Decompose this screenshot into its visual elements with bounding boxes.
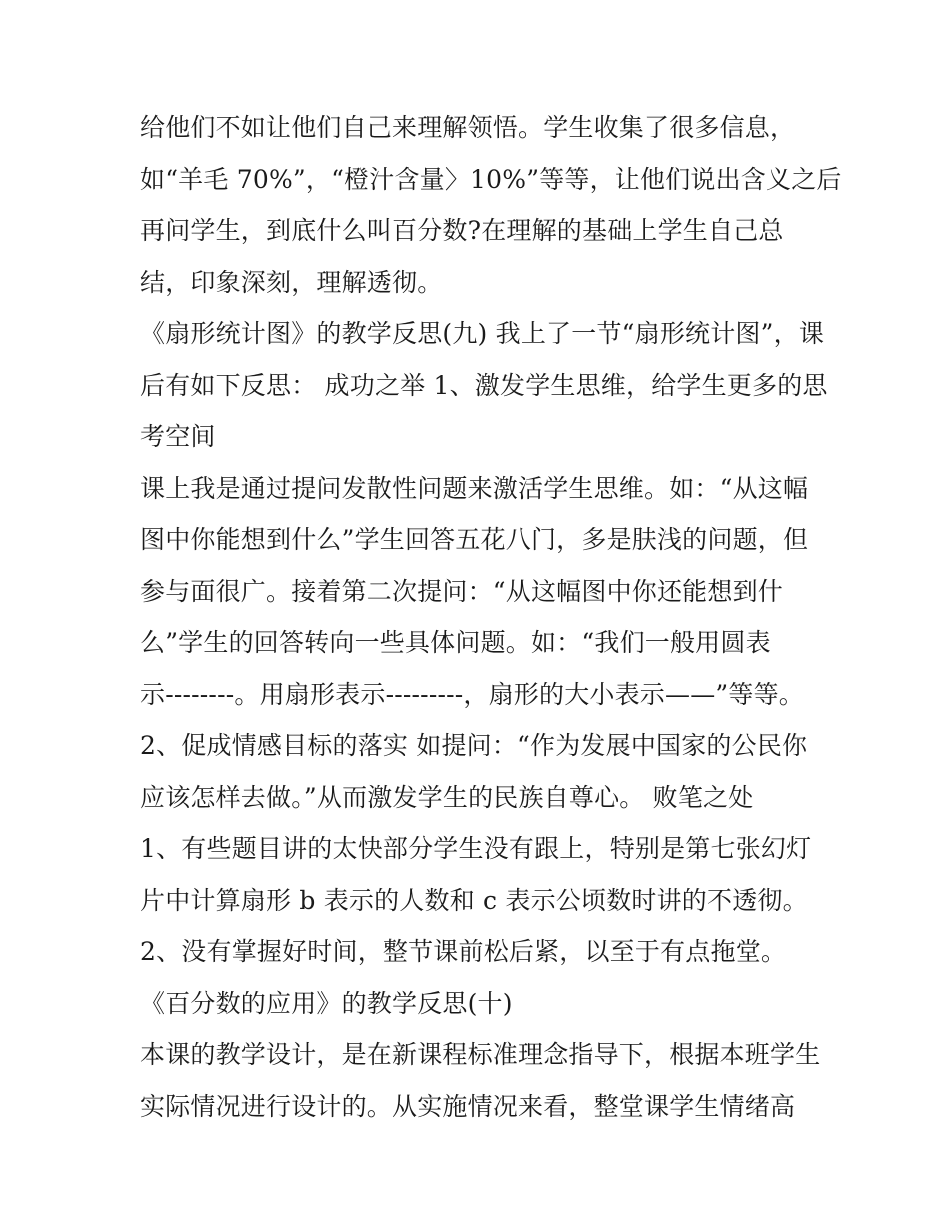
- text-line: 示--------。用扇形表示---------，扇形的大小表示——”等等。: [140, 679, 804, 709]
- text-line: 参与面很广。接着第二次提问：“从这幅图中你还能想到什: [140, 576, 783, 606]
- text-line: 实际情况进行设计的。从实施情况来看，整堂课学生情绪高: [140, 1091, 796, 1121]
- section-heading-line: 《扇形统计图》的教学反思(九) 我上了一节“扇形统计图”，课: [140, 319, 825, 348]
- text-line: 如“羊毛 70%”，“橙汁含量〉10%”等等，让他们说出含义之后: [140, 164, 842, 194]
- text-line: 片中计算扇形 b 表示的人数和 c 表示公顷数时讲的不透彻。: [140, 885, 808, 915]
- text-line: 么”学生的回答转向一些具体问题。如：“我们一般用圆表: [140, 628, 771, 657]
- text-line: 结，印象深刻，理解透彻。: [140, 267, 443, 297]
- text-line: 给他们不如让他们自己来理解领悟。学生收集了很多信息，: [140, 113, 796, 142]
- section-heading-line: 《百分数的应用》的教学反思(十): [140, 988, 513, 1018]
- text-line: 图中你能想到什么”学生回答五花八门，多是肤浅的问题，但: [140, 525, 809, 554]
- text-line: 后有如下反思： 成功之举 1、激发学生思维，给学生更多的思: [140, 370, 828, 400]
- text-line: 考空间: [140, 422, 216, 451]
- text-line: 再问学生，到底什么叫百分数?在理解的基础上学生自己总: [140, 216, 784, 245]
- text-line: 2、促成情感目标的落实 如提问：“作为发展中国家的公民你: [140, 731, 808, 760]
- text-line: 课上我是通过提问发散性问题来激活学生思维。如：“从这幅: [140, 473, 809, 503]
- text-line: 1、有些题目讲的太快部分学生没有跟上，特别是第七张幻灯: [140, 834, 812, 863]
- text-line: 应该怎样去做。”从而激发学生的民族自尊心。 败笔之处: [140, 782, 754, 812]
- text-line: 2、没有掌握好时间，整节课前松后紧，以至于有点拖堂。: [140, 937, 787, 966]
- text-line: 本课的教学设计，是在新课程标准理念指导下，根据本班学生: [140, 1040, 821, 1069]
- document-body: [140, 102, 842, 1132]
